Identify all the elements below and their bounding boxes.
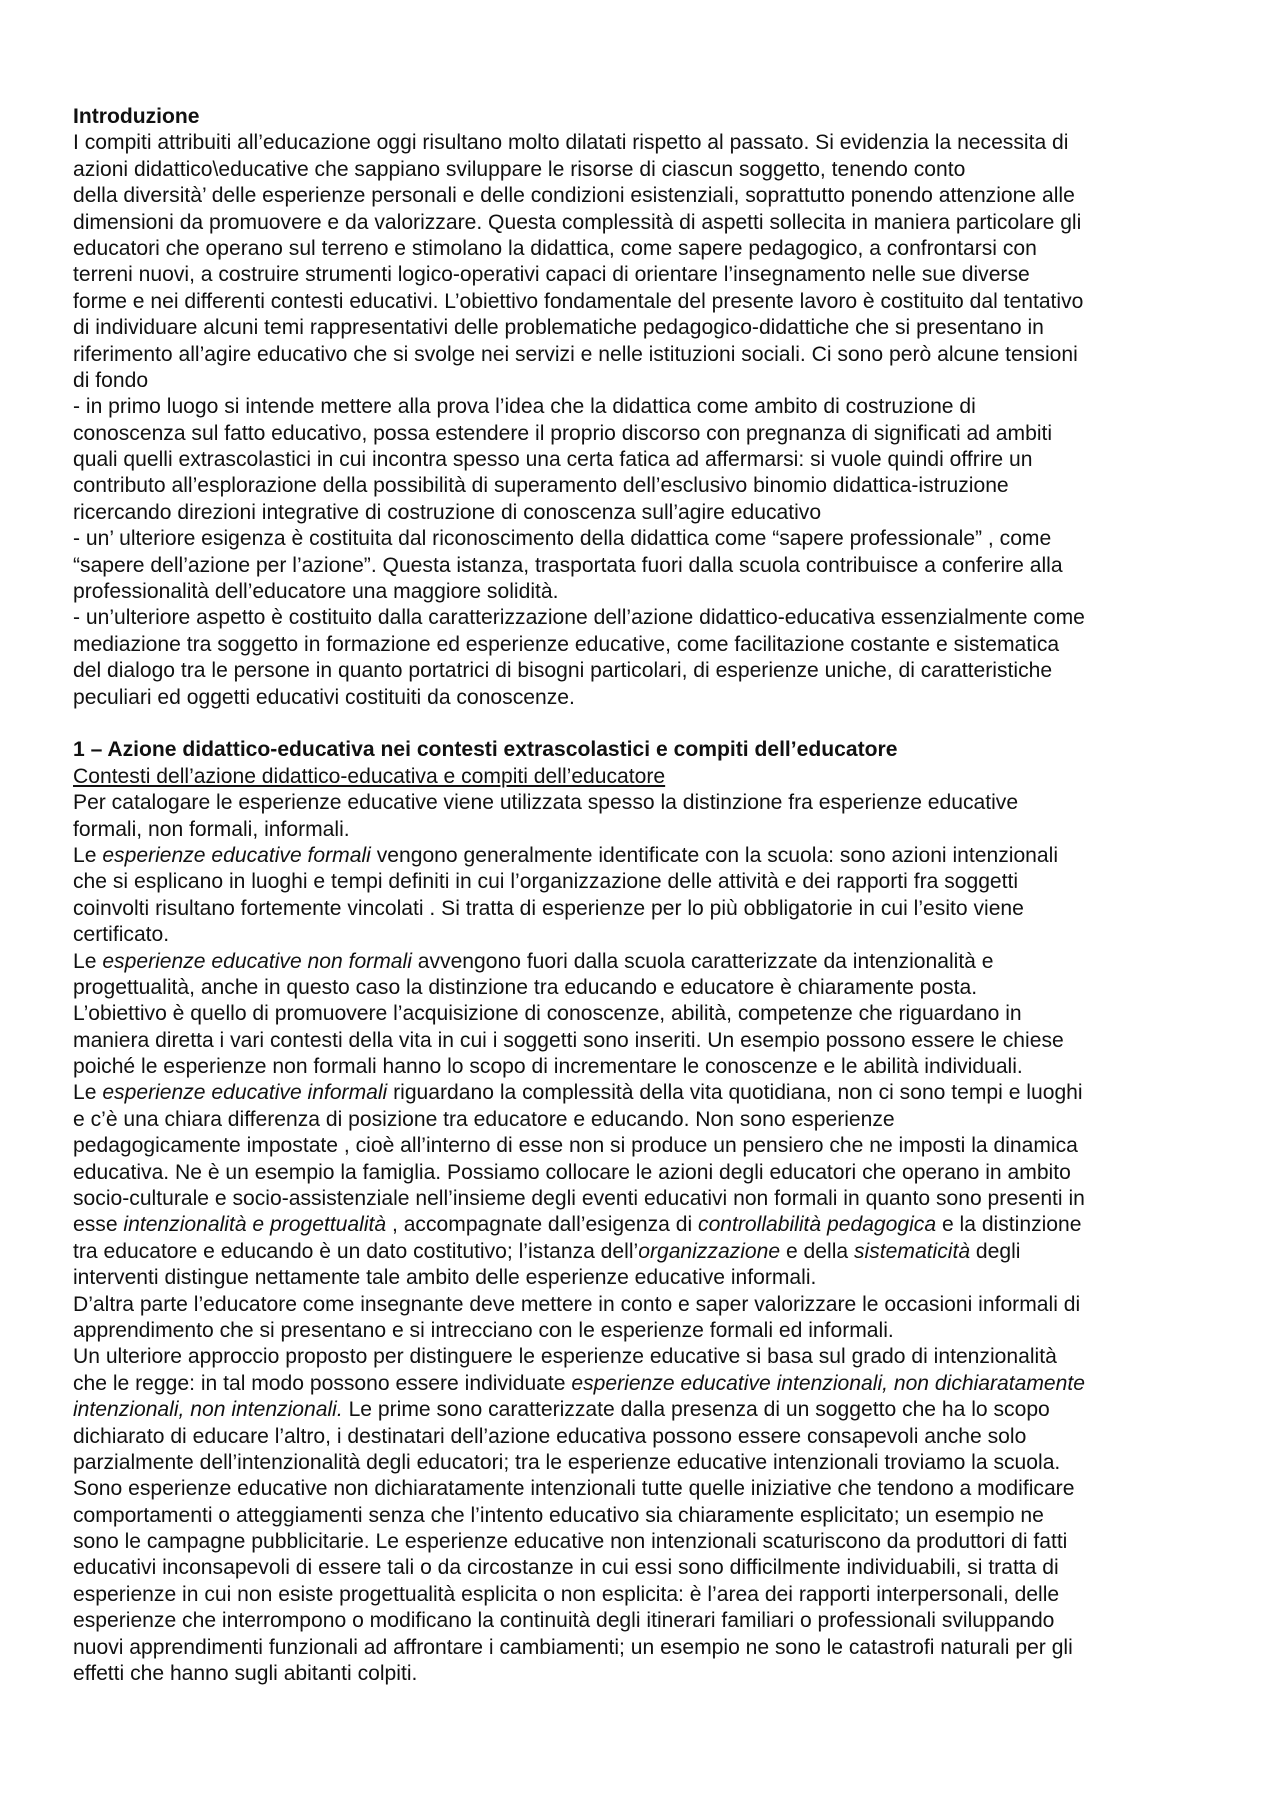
- text-line: conoscenza sul fatto educativo, possa estendere il proprio discorso con pregnanza di significati ad ambiti: [73, 421, 1053, 445]
- italic-term: esperienze educative informali: [102, 1081, 388, 1105]
- text-run: Le: [73, 1081, 103, 1105]
- text-line: azioni didattico\educative che sappiano sviluppare le risorse di ciascun soggetto, tenendo conto: [73, 157, 966, 181]
- text-line: Per catalogare le esperienze educative viene utilizzata spesso la distinzione fra esperienze educative: [73, 791, 1019, 815]
- text-run: e della: [780, 1239, 854, 1263]
- text-line: D’altra parte l’educatore come insegnante deve mettere in conto e saper valorizzare le occasioni informali di: [73, 1292, 1081, 1316]
- text-line: [73, 1212, 1208, 1238]
- section-subheading: Contesti dell’azione didattico-educativa e compiti dell’educatore: [73, 764, 666, 788]
- text-line: educativi inconsapevoli di essere tali o da circostanze in cui essi sono difficilmente individuabili, si tratta di: [73, 1556, 1059, 1580]
- text-line: [73, 1080, 1208, 1106]
- text-line: che si esplicano in luoghi e tempi definiti in cui l’organizzazione delle attività e dei rapporti fra soggetti: [73, 870, 1019, 894]
- text-run: Le: [73, 949, 103, 973]
- text-line: certificato.: [73, 923, 170, 947]
- text-line: comportamenti o atteggiamenti senza che l’intento educativo sia chiaramente esplicitato; un esempio ne: [73, 1503, 1044, 1527]
- text-line: coinvolti risultano fortemente vincolati . Si tratta di esperienze per lo più obbligatorie in cui l’esito viene: [73, 896, 1024, 920]
- text-line: poiché le esperienze non formali hanno lo scopo di incrementare le conoscenze e le abilità individuali.: [73, 1055, 1023, 1079]
- text-line: esperienze che interrompono o modificano la continuità degli itinerari familiari o professionali sviluppando: [73, 1609, 1055, 1633]
- text-run: Le: [73, 843, 103, 867]
- text-run: Le prime sono caratterizzate dalla presenza di un soggetto che ha lo scopo: [342, 1398, 1050, 1422]
- text-line: maniera diretta i vari contesti della vita in cui i soggetti sono inseriti. Un esempio possono essere le chiese: [73, 1028, 1064, 1052]
- text-line: [73, 843, 1208, 869]
- text-line: apprendimento che si presentano e si intrecciano con le esperienze formali ed informali.: [73, 1318, 894, 1342]
- text-run: , accompagnate dall’esigenza di: [386, 1213, 699, 1237]
- text-line: L’obiettivo è quello di promuovere l’acquisizione di conoscenze, abilità, competenze che riguardano in: [73, 1002, 1022, 1026]
- text-line: Un ulteriore approccio proposto per distinguere le esperienze educative si basa sul grado di intenzionalità: [73, 1345, 1057, 1369]
- text-line: ricercando direzioni integrative di costruzione di conoscenza sull’agire educativo: [73, 500, 822, 524]
- text-line: della diversità’ delle esperienze personali e delle condizioni esistenziali, soprattutto ponendo attenzione alle: [73, 184, 1075, 208]
- text-line: di individuare alcuni temi rappresentativi delle problematiche pedagogico-didattiche che si presentano in: [73, 316, 1044, 340]
- text-line: esperienze in cui non esiste progettualità esplicita o non esplicita: è l’area dei rapporti interpersonali, delle: [73, 1582, 1060, 1606]
- text-line: socio-culturale e socio-assistenziale nell’insieme degli eventi educativi non formali in quanto sono presenti in: [73, 1187, 1085, 1211]
- text-line: e c’è una chiara differenza di posizione tra educatore e educando. Non sono esperienze: [73, 1107, 895, 1131]
- text-line: dichiarato di educare l’altro, i destinatari dell’azione educativa possono essere consapevoli anche solo: [73, 1424, 1027, 1448]
- text-line: - un’ulteriore aspetto è costituito dalla caratterizzazione dell’azione didattico-educativa essenzialmente come: [73, 606, 1085, 630]
- text-line: peculiari ed oggetti educativi costituiti da conoscenze.: [73, 685, 575, 709]
- text-line: [73, 1239, 1208, 1265]
- text-line: di fondo: [73, 368, 149, 392]
- text-line: dimensioni da promuovere e da valorizzare. Questa complessità di aspetti sollecita in maniera particolare gli: [73, 210, 1082, 234]
- text-line: forme e nei differenti contesti educativi. L’obiettivo fondamentale del presente lavoro è costituito dal tentativo: [73, 289, 1084, 313]
- text-line: terreni nuovi, a costruire strumenti logico-operativi capaci di orientare l’insegnamento nelle sue diverse: [73, 263, 1030, 287]
- italic-term: sistematicità: [854, 1239, 971, 1263]
- text-line: [73, 1397, 1208, 1423]
- text-line: del dialogo tra le persone in quanto portatrici di bisogni particolari, di esperienze uniche, di caratteristiche: [73, 659, 1053, 683]
- text-run: avvengono fuori dalla scuola caratterizzate da intenzionalità e: [411, 949, 994, 973]
- text-line: interventi distingue nettamente tale ambito delle esperienze educative informali.: [73, 1266, 817, 1290]
- italic-term: esperienze educative non formali: [102, 949, 412, 973]
- text-line: sono le campagne pubblicitarie. Le esperienze educative non intenzionali scaturiscono da produttori di fatti: [73, 1530, 1068, 1554]
- text-line: progettualità, anche in questo caso la distinzione tra educando e educatore è chiaramente posta.: [73, 975, 978, 999]
- section-heading: 1 – Azione didattico-educativa nei contesti extrascolastici e compiti dell’educatore: [73, 738, 898, 762]
- italic-term: esperienze educative formali: [102, 843, 371, 867]
- text-line: riferimento all’agire educativo che si svolge nei servizi e nelle istituzioni sociali. Ci sono però alcune tensioni: [73, 342, 1078, 366]
- text-run: degli: [970, 1239, 1021, 1263]
- text-run: riguardano la complessità della vita quotidiana, non ci sono tempi e luoghi: [387, 1081, 1083, 1105]
- text-run: esse: [73, 1213, 124, 1237]
- text-run: e la distinzione: [936, 1213, 1082, 1237]
- text-run: vengono generalmente identificate con la scuola: sono azioni intenzionali: [370, 843, 1059, 867]
- text-line: quali quelli extrascolastici in cui incontra spesso una certa fatica ad affermarsi: si vuole quindi offrire un: [73, 448, 1033, 472]
- text-line: I compiti attribuiti all’educazione oggi risultano molto dilatati rispetto al passato. Si evidenzia la necessita di: [73, 131, 1069, 155]
- text-line: parzialmente dell’intenzionalità degli educatori; tra le esperienze educative intenzionali troviamo la scuola.: [73, 1450, 1061, 1474]
- text-line: nuovi apprendimenti funzionali ad affrontare i cambiamenti; un esempio ne sono le catastrofi naturali per gli: [73, 1635, 1073, 1659]
- text-line: Sono esperienze educative non dichiaratamente intenzionali tutte quelle iniziative che tendono a modificare: [73, 1477, 1075, 1501]
- text-run: tra educatore e educando è un dato costitutivo; l’istanza dell’: [73, 1239, 639, 1263]
- text-line: [73, 949, 1208, 975]
- paragraph-spacer: [73, 711, 1208, 737]
- intro-heading: Introduzione: [73, 105, 200, 128]
- section-body: [73, 790, 1208, 1687]
- text-line: educativa. Ne è un esempio la famiglia. Possiamo collocare le azioni degli educatori che operano in ambito: [73, 1160, 1071, 1184]
- intro-paragraph: [73, 130, 1208, 711]
- text-line: contributo all’esplorazione della possibilità di superamento dell’esclusivo binomio didattica-istruzione: [73, 474, 1009, 498]
- text-line: educatori che operano sul terreno e stimolano la didattica, come sapere pedagogico, a confrontarsi con: [73, 236, 1037, 260]
- text-line: professionalità dell’educatore una maggiore solidità.: [73, 580, 559, 604]
- text-line: mediazione tra soggetto in formazione ed esperienze educative, come facilitazione costante e sistematica: [73, 632, 1060, 656]
- italic-term: organizzazione: [638, 1239, 781, 1263]
- text-line: [73, 1371, 1208, 1397]
- text-run: che le regge: in tal modo possono essere individuate: [73, 1371, 572, 1395]
- text-line: - un’ ulteriore esigenza è costituita dal riconoscimento della didattica come “sapere professionale” , come: [73, 527, 1052, 551]
- text-line: “sapere dell’azione per l’azione”. Questa istanza, trasportata fuori dalla scuola contribuisce a conferire alla: [73, 553, 1063, 577]
- text-line: - in primo luogo si intende mettere alla prova l’idea che la didattica come ambito di costruzione di: [73, 395, 976, 419]
- text-line: formali, non formali, informali.: [73, 817, 350, 841]
- italic-term: esperienze educative intenzionali, non dichiaratamente: [571, 1371, 1085, 1395]
- text-line: effetti che hanno sugli abitanti colpiti.: [73, 1662, 418, 1686]
- italic-term: intenzionalità e progettualità: [123, 1213, 387, 1237]
- text-line: pedagogicamente impostate , cioè all’interno di esse non si produce un pensiero che ne imposti la dinamica: [73, 1134, 1078, 1158]
- italic-term: intenzionali, non intenzionali.: [73, 1398, 343, 1422]
- italic-term: controllabilità pedagogica: [698, 1213, 937, 1237]
